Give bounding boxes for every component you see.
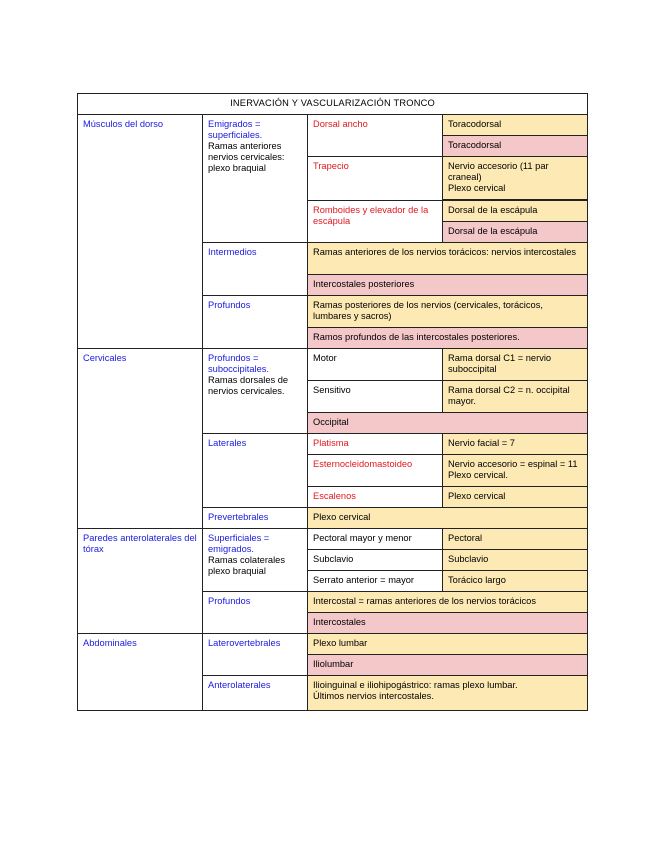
nerve-line: Plexo cervical. (448, 470, 508, 480)
subgroup-note: Ramas dorsales de nervios cervicales. (208, 375, 289, 396)
table-title: INERVACIÓN Y VASCULARIZACIÓN TRONCO (78, 94, 588, 115)
muscle-pectoral: Pectoral mayor y menor (308, 529, 443, 550)
muscle-escalenos: Escalenos (308, 487, 443, 508)
nerve-cell: Nervio facial = 7 (443, 434, 588, 455)
nerve-cell (443, 157, 588, 200)
subgroup-note: Ramas colaterales plexo braquial (208, 555, 285, 576)
nerve-cell: Dorsal de la escápula (443, 201, 588, 222)
nerve-cell: Rama dorsal C1 = nervio suboccipital (443, 349, 588, 381)
vessel-cell: Intercostales posteriores (308, 275, 588, 296)
group-dorso: Músculos del dorso (78, 115, 203, 349)
nerve-line: Nervio accesorio (11 par craneal) (448, 161, 549, 182)
muscle-esternocleidomastoideo: Esternocleidomastoideo (308, 455, 443, 487)
subgroup-dorso-emigrados (203, 115, 308, 243)
muscle-serrato: Serrato anterior = mayor (308, 571, 443, 592)
nerve-cell: Torácico largo (443, 571, 588, 592)
nerve-cell: Plexo lumbar (308, 634, 588, 655)
nerve-cell: Rama dorsal C2 = n. occipital mayor. (443, 381, 588, 413)
muscle-subclavio: Subclavio (308, 550, 443, 571)
group-paredes-torax: Paredes anterolaterales del tórax (78, 529, 203, 634)
subgroup-dorso-intermedios: Intermedios (203, 243, 308, 296)
nerve-line: Ilioinguinal e iliohipogástrico: ramas plexo lumbar. (313, 680, 518, 690)
nerve-line: Nervio accesorio = espinal = 11 (448, 459, 578, 469)
muscle-platisma: Platisma (308, 434, 443, 455)
subgroup-paredes-profundos: Profundos (203, 592, 308, 634)
nerve-cell: Toracodorsal (443, 115, 588, 136)
nerve-cell: Plexo cervical (443, 487, 588, 508)
subgroup-cervicales-laterales: Laterales (203, 434, 308, 508)
vessel-cell: Intercostales (308, 613, 588, 634)
vessel-cell: Dorsal de la escápula (443, 222, 588, 243)
sensitivo-cell: Sensitivo (308, 381, 443, 413)
nerve-cell: Pectoral (443, 529, 588, 550)
subgroup-abdominales-laterovertebrales: Laterovertebrales (203, 634, 308, 676)
subgroup-note: Ramas anteriores nervios cervicales: plexo braquial (208, 141, 285, 173)
nerve-cell (308, 676, 588, 711)
subgroup-abdominales-anterolaterales: Anterolaterales (203, 676, 308, 711)
nerve-line: Últimos nervios intercostales. (313, 691, 434, 701)
subgroup-paredes-superficiales (203, 529, 308, 592)
muscle-trapecio: Trapecio (308, 157, 443, 201)
subgroup-cervicales-prevertebrales: Prevertebrales (203, 508, 308, 529)
nerve-cell: Plexo cervical (308, 508, 588, 529)
subgroup-cervicales-profundos (203, 349, 308, 434)
subgroup-label: Profundos = suboccipitales. (208, 353, 269, 374)
innervation-table (77, 93, 588, 711)
nerve-line: Plexo cervical (448, 183, 506, 193)
muscle-romboides: Romboides y elevador de la escápula (308, 201, 443, 243)
vessel-cell: Iliolumbar (308, 655, 588, 676)
subgroup-dorso-profundos: Profundos (203, 296, 308, 349)
nerve-cell: Ramas anteriores de los nervios torácicos: nervios intercostales (308, 243, 588, 275)
nerve-cell (443, 455, 588, 487)
vessel-cell: Occipital (308, 413, 588, 434)
muscle-dorsal-ancho: Dorsal ancho (308, 115, 443, 157)
motor-cell: Motor (308, 349, 443, 381)
group-cervicales: Cervicales (78, 349, 203, 529)
subgroup-label: Superficiales = emigrados. (208, 533, 270, 554)
nerve-cell: Subclavio (443, 550, 588, 571)
nerve-cell: Ramas posteriores de los nervios (cervicales, torácicos, lumbares y sacros) (308, 296, 588, 328)
subgroup-label: Emigrados = superficiales. (208, 119, 263, 140)
group-abdominales: Abdominales (78, 634, 203, 711)
vessel-cell: Toracodorsal (443, 136, 588, 157)
vessel-cell: Ramos profundos de las intercostales posteriores. (308, 328, 588, 349)
nerve-cell: Intercostal = ramas anteriores de los nervios torácicos (308, 592, 588, 613)
